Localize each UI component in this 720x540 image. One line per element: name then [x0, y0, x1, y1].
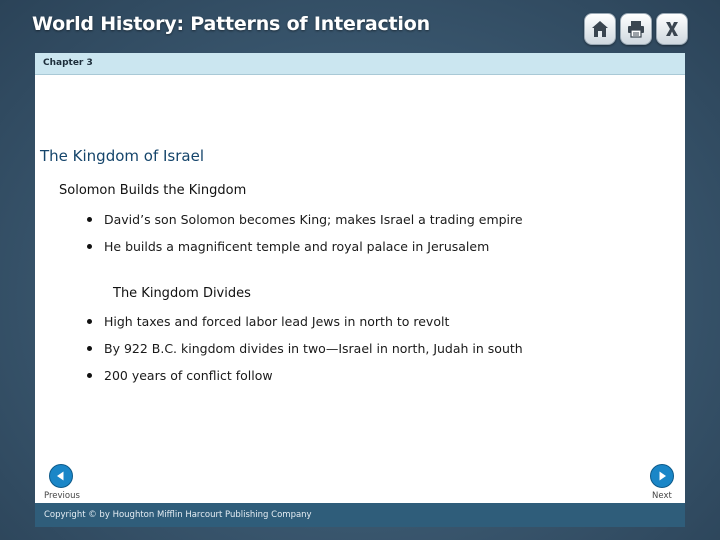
section-heading: The Kingdom Divides	[113, 286, 251, 301]
arrow-right-icon	[656, 467, 668, 486]
bullet-text: He builds a magnificent temple and royal palace in Jerusalem	[104, 239, 490, 254]
home-icon	[590, 19, 610, 39]
footer-bar	[35, 503, 685, 527]
bullet-text: David’s son Solomon becomes King; makes Israel a trading empire	[104, 212, 523, 227]
bullet-text: By 922 B.C. kingdom divides in two—Israel in north, Judah in south	[104, 341, 523, 356]
next-label[interactable]: Next	[652, 491, 672, 501]
close-button[interactable]	[656, 13, 688, 45]
app-title: World History: Patterns of Interaction	[32, 13, 430, 35]
previous-button[interactable]	[49, 464, 73, 488]
next-button[interactable]	[650, 464, 674, 488]
close-icon	[662, 19, 682, 39]
bullet-icon	[87, 244, 92, 249]
copyright-text: Copyright © by Houghton Mifflin Harcourt Publishing Company	[44, 510, 312, 520]
arrow-left-icon	[55, 467, 67, 486]
bullet-icon	[87, 346, 92, 351]
chapter-label: Chapter 3	[43, 58, 93, 68]
chapter-bar	[35, 53, 685, 75]
bullet-icon	[87, 217, 92, 222]
bullet-icon	[87, 373, 92, 378]
bullet-text: 200 years of conflict follow	[104, 368, 273, 383]
bullet-icon	[87, 319, 92, 324]
print-icon	[626, 19, 646, 39]
slide-panel	[35, 53, 685, 527]
section-heading: Solomon Builds the Kingdom	[59, 183, 247, 198]
previous-label[interactable]: Previous	[44, 491, 80, 501]
slide-heading: The Kingdom of Israel	[40, 147, 204, 165]
bullet-text: High taxes and forced labor lead Jews in north to revolt	[104, 314, 450, 329]
print-button[interactable]	[620, 13, 652, 45]
home-button[interactable]	[584, 13, 616, 45]
